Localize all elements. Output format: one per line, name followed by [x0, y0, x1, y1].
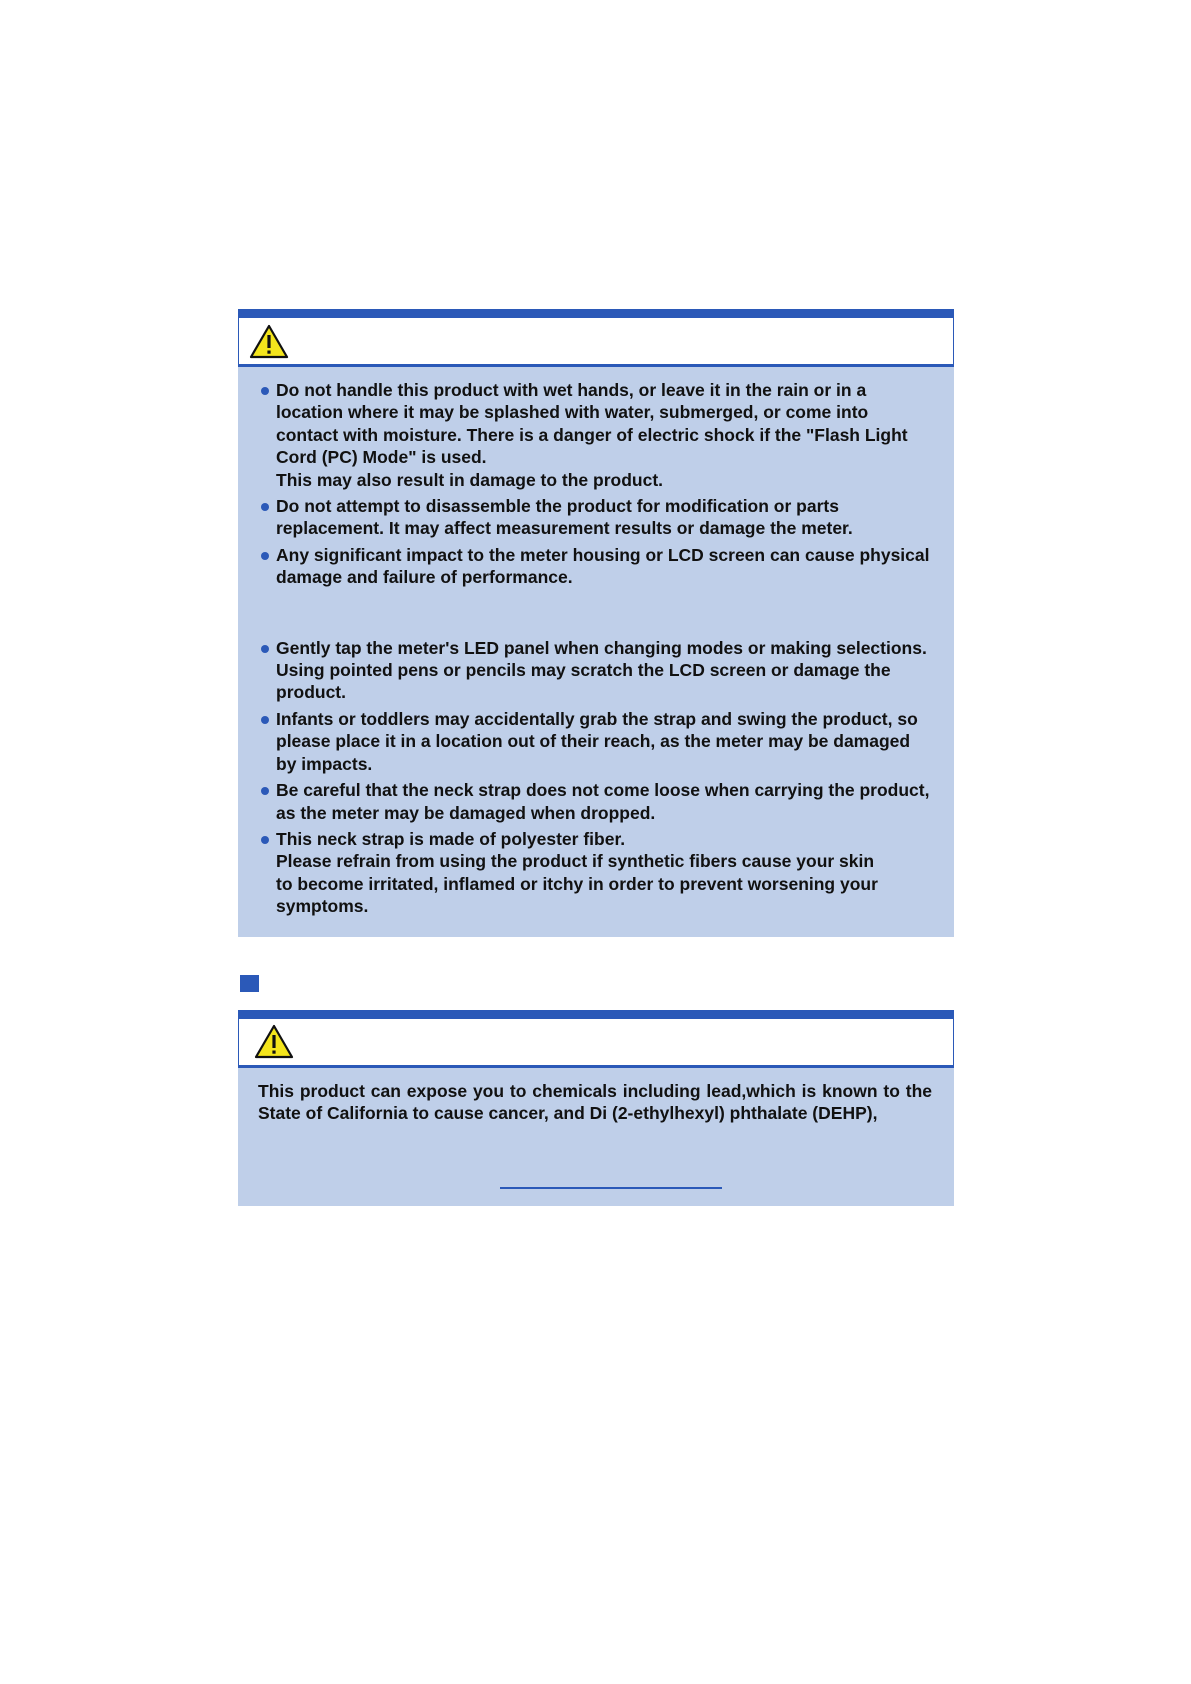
prop65-text: This product can expose you to chemicals including lead,which is known to the State of California to cause cancer, and Di (2-ethylhexyl) phthalate (DEHP), — [258, 1081, 932, 1124]
prop65-warning-box — [238, 1010, 954, 1206]
caution-item: Gently tap the meter's LED panel when changing modes or making selections. Using pointed pens or pencils may scratch the LCD screen or damage the product. — [259, 637, 949, 704]
caution-item: Do not handle this product with wet hands, or leave it in the rain or in a location where it may be splashed with water, submerged, or come into contact with moisture. There is a danger of electric shock if the "Flash Light Cord (PC) Mode" is used. This may also result in damage to the product. — [259, 379, 949, 491]
prop65-header — [238, 1010, 954, 1068]
caution-item: Any significant impact to the meter housing or LCD screen can cause physical damage and failure of performance. — [259, 544, 949, 589]
section-marker-square — [240, 975, 259, 992]
caution-header — [238, 309, 954, 367]
link-underline[interactable] — [500, 1187, 722, 1189]
caution-item: Infants or toddlers may accidentally grab the strap and swing the product, so please place it in a location out of their reach, as the meter may be damaged by impacts. — [259, 708, 949, 775]
caution-list — [259, 379, 949, 922]
caution-box — [238, 309, 954, 937]
caution-item: This neck strap is made of polyester fiber. Please refrain from using the product if synthetic fibers cause your skin to become irritated, inflamed or itchy in order to prevent worsening your symptoms. — [259, 828, 949, 918]
caution-item: Be careful that the neck strap does not come loose when carrying the product, as the meter may be damaged when dropped. — [259, 779, 949, 824]
warning-triangle-icon — [254, 1024, 294, 1060]
caution-item: Do not attempt to disassemble the product for modification or parts replacement. It may affect measurement results or damage the meter. — [259, 495, 949, 540]
warning-triangle-icon — [249, 324, 289, 360]
